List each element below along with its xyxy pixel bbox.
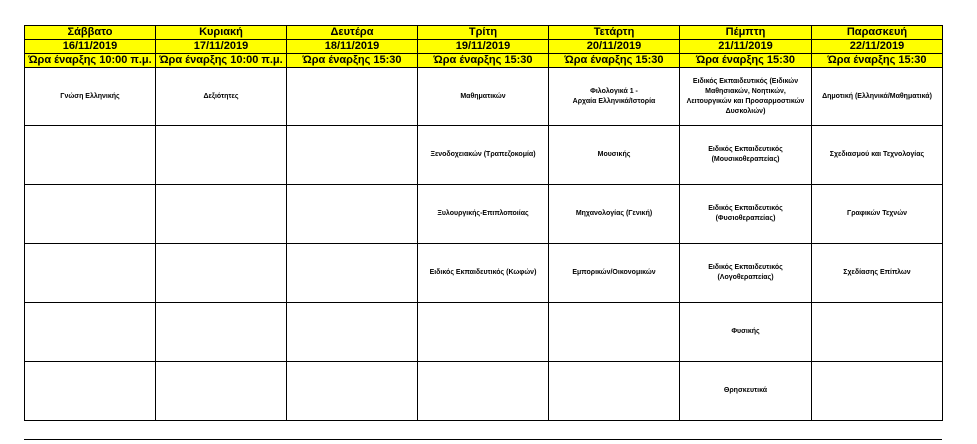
subject-cell	[25, 362, 156, 421]
subject-cell: Φιλολογικά 1 - Αρχαία Ελληνικά/Ιστορία	[549, 68, 680, 126]
date-header-cell: 17/11/2019	[156, 40, 287, 54]
subject-cell: Δεξιότητες	[156, 68, 287, 126]
day-header-cell: Πέμπτη	[680, 26, 812, 40]
subject-cell	[156, 185, 287, 244]
subject-cell: Σχεδιασμού και Τεχνολογίας	[812, 126, 943, 185]
day-header-cell: Παρασκευή	[812, 26, 943, 40]
subject-cell	[156, 126, 287, 185]
day-header-cell: Τρίτη	[418, 26, 549, 40]
subject-cell	[287, 68, 418, 126]
subject-row	[25, 244, 943, 303]
day-header-cell: Σάββατο	[25, 26, 156, 40]
subject-row	[25, 362, 943, 421]
start-time-cell: Ώρα έναρξης 15:30	[287, 54, 418, 68]
subject-cell	[156, 362, 287, 421]
subject-cell: Εμπορικών/Οικονομικών	[549, 244, 680, 303]
day-header-cell: Δευτέρα	[287, 26, 418, 40]
exam-schedule-table	[24, 25, 943, 421]
subject-cell: Ειδικός Εκπαιδευτικός (Μουσικοθεραπείας)	[680, 126, 812, 185]
date-header-cell: 20/11/2019	[549, 40, 680, 54]
subject-row	[25, 126, 943, 185]
subject-cell: Δημοτική (Ελληνικά/Μαθηματικά)	[812, 68, 943, 126]
subject-row	[25, 185, 943, 244]
subject-cell: Μουσικής	[549, 126, 680, 185]
subject-cell	[287, 362, 418, 421]
subject-cell	[418, 362, 549, 421]
subject-cell	[812, 303, 943, 362]
day-header-cell: Κυριακή	[156, 26, 287, 40]
date-header-cell: 16/11/2019	[25, 40, 156, 54]
subject-cell: Μαθηματικών	[418, 68, 549, 126]
subject-cell	[812, 362, 943, 421]
subject-cell	[549, 303, 680, 362]
day-header-cell: Τετάρτη	[549, 26, 680, 40]
start-time-row	[25, 54, 943, 68]
start-time-cell: Ώρα έναρξης 15:30	[549, 54, 680, 68]
subject-cell: Γραφικών Τεχνών	[812, 185, 943, 244]
subject-cell: Ειδικός Εκπαιδευτικός (Φυσιοθεραπείας)	[680, 185, 812, 244]
start-time-cell: Ώρα έναρξης 15:30	[680, 54, 812, 68]
subject-cell: Θρησκευτικά	[680, 362, 812, 421]
subject-cell: Σχεδίασης Επίπλων	[812, 244, 943, 303]
subject-cell: Φυσικής	[680, 303, 812, 362]
subject-cell	[25, 126, 156, 185]
date-header-cell: 22/11/2019	[812, 40, 943, 54]
subject-row	[25, 303, 943, 362]
subject-cell	[156, 244, 287, 303]
subject-cell	[287, 303, 418, 362]
subject-cell: Ειδικός Εκπαιδευτικός (Κωφών)	[418, 244, 549, 303]
subject-cell: Μηχανολογίας (Γενική)	[549, 185, 680, 244]
subject-cell: Ξενοδοχειακών (Τραπεζοκομία)	[418, 126, 549, 185]
date-header-cell: 21/11/2019	[680, 40, 812, 54]
subject-cell	[418, 303, 549, 362]
date-header-cell: 19/11/2019	[418, 40, 549, 54]
start-time-cell: Ώρα έναρξης 15:30	[812, 54, 943, 68]
start-time-cell: Ώρα έναρξης 10:00 π.μ.	[156, 54, 287, 68]
subject-cell: Ξυλουργικής-Επιπλοποιίας	[418, 185, 549, 244]
day-header-row	[25, 26, 943, 40]
subject-cell	[25, 244, 156, 303]
subject-rows	[25, 68, 943, 421]
date-header-row	[25, 40, 943, 54]
subject-cell: Ειδικός Εκπαιδευτικός (Ειδικών Μαθησιακών, Νοητικών, Λειτουργικών και Προσαρμοστικών Δυσκολιών)	[680, 68, 812, 126]
subject-cell	[25, 185, 156, 244]
subject-cell	[156, 303, 287, 362]
subject-cell	[549, 362, 680, 421]
subject-cell	[287, 126, 418, 185]
subject-cell: Ειδικός Εκπαιδευτικός (Λογοθεραπείας)	[680, 244, 812, 303]
start-time-cell: Ώρα έναρξης 15:30	[418, 54, 549, 68]
date-header-cell: 18/11/2019	[287, 40, 418, 54]
subject-cell	[287, 185, 418, 244]
subject-cell	[25, 303, 156, 362]
subject-cell	[287, 244, 418, 303]
start-time-cell: Ώρα έναρξης 10:00 π.μ.	[25, 54, 156, 68]
subject-row	[25, 68, 943, 126]
bottom-divider	[24, 439, 942, 440]
subject-cell: Γνώση Ελληνικής	[25, 68, 156, 126]
